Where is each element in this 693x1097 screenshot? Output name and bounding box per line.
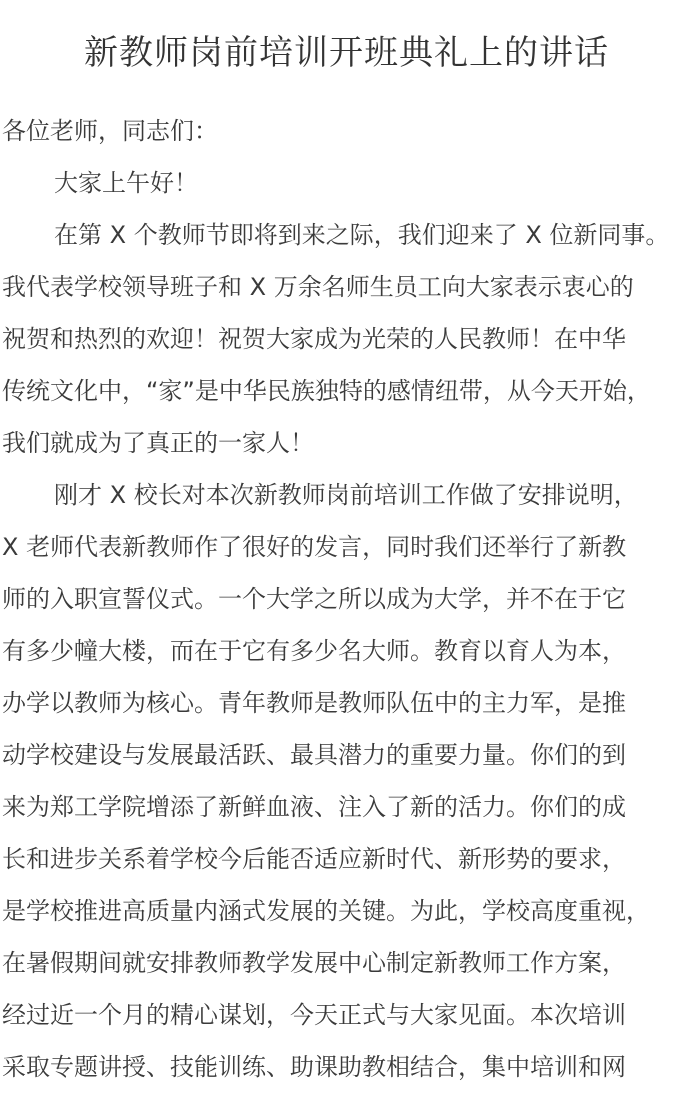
- salutation-line: 各位老师，同志们：: [2, 117, 218, 145]
- paragraph-line: 祝贺和热烈的欢迎！祝贺大家成为光荣的人民教师！在中华: [2, 325, 626, 353]
- paragraph-line: 我代表学校领导班子和 X 万余名师生员工向大家表示衷心的: [2, 273, 634, 301]
- paragraph-line: 采取专题讲授、技能训练、助课助教相结合，集中培训和网: [2, 1053, 626, 1081]
- paragraph-line: 来为郑工学院增添了新鲜血液、注入了新的活力。你们的成: [2, 793, 626, 821]
- greeting-line: 大家上午好！: [54, 169, 198, 197]
- paragraph-line: 在暑假期间就安排教师教学发展中心制定新教师工作方案，: [2, 949, 626, 977]
- paragraph-line: 长和进步关系着学校今后能否适应新时代、新形势的要求，: [2, 845, 626, 873]
- paragraph-line: 有多少幢大楼，而在于它有多少名大师。教育以育人为本，: [2, 637, 626, 665]
- paragraph-line: 刚才 X 校长对本次新教师岗前培训工作做了安排说明，: [54, 481, 638, 509]
- paragraph-line: 传统文化中，“家”是中华民族独特的感情纽带，从今天开始，: [2, 377, 651, 405]
- paragraph-line: 动学校建设与发展最活跃、最具潜力的重要力量。你们的到: [2, 741, 626, 769]
- paragraph-line: 经过近一个月的精心谋划，今天正式与大家见面。本次培训: [2, 1001, 626, 1029]
- paragraph-line: 是学校推进高质量内涵式发展的关键。为此，学校高度重视，: [2, 897, 650, 925]
- paragraph-line: 师的入职宣誓仪式。一个大学之所以成为大学，并不在于它: [2, 585, 626, 613]
- paragraph-line: 办学以教师为核心。青年教师是教师队伍中的主力军，是推: [2, 689, 626, 717]
- paragraph-line: X 老师代表新教师作了很好的发言，同时我们还举行了新教: [2, 533, 627, 561]
- paragraph-line: 我们就成为了真正的一家人！: [2, 429, 314, 457]
- paragraph-line: 在第 X 个教师节即将到来之际，我们迎来了 X 位新同事。: [54, 221, 670, 249]
- document-title: 新教师岗前培训开班典礼上的讲话: [84, 33, 609, 73]
